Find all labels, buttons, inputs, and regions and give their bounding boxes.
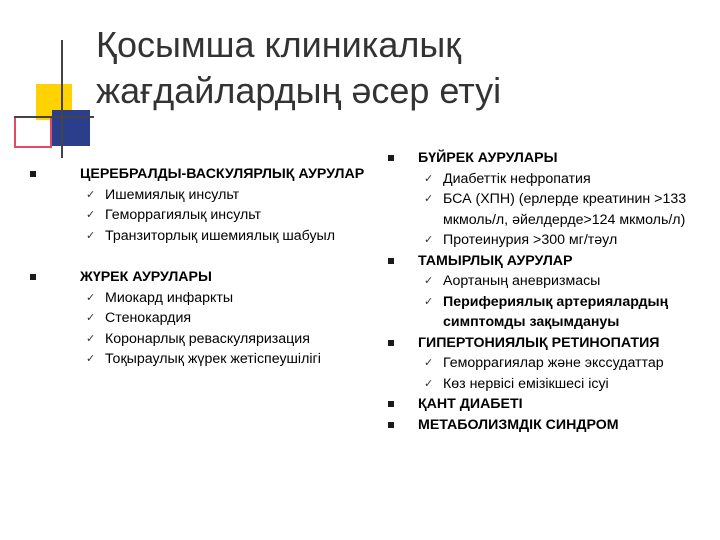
item-heading: ТАМЫРЛЫҚ АУРУЛАР: [418, 252, 573, 269]
sub-item: ✓ Коронарлық реваскуляризация: [80, 329, 390, 350]
item-heading: МЕТАБОЛИЗМДІК СИНДРОМ: [418, 416, 619, 433]
list-item-metabolic: [388, 415, 718, 436]
slide-title: [96, 22, 696, 114]
item-heading: БҮЙРЕК АУРУЛАРЫ: [418, 150, 558, 166]
decor-horizontal-line: [14, 116, 94, 118]
list-item-diabetes: [388, 394, 718, 415]
item-heading: ҚАНТ ДИАБЕТІ: [418, 396, 523, 412]
sub-item: ✓ Тоқыраулық жүрек жетіспеушілігі: [80, 349, 390, 370]
checkmark-icon: ✓: [424, 295, 434, 308]
sub-item: ✓ Стенокардия: [80, 308, 390, 329]
list-item-retinopathy: [388, 333, 718, 395]
square-bullet-icon: [30, 171, 36, 177]
checkmark-icon: ✓: [86, 188, 96, 201]
list-item-vascular: [388, 251, 718, 333]
sub-item: ✓ Геморрагиялар және экссудаттар: [418, 353, 718, 374]
square-bullet-icon: [30, 274, 36, 280]
checkmark-icon: ✓: [86, 353, 96, 365]
sub-item: ✓ Аортаның аневризмасы: [418, 271, 718, 292]
decor-pink-square: [14, 116, 52, 148]
sub-item: ✓ БСА (ХПН) (ерлерде креатинин >133 мкмоль/л, әйелдерде>124 мкмоль/л): [424, 191, 687, 228]
square-bullet-icon: [388, 155, 394, 161]
checkmark-icon: ✓: [424, 275, 434, 287]
checkmark-icon: ✓: [424, 193, 434, 205]
list-item-cerebrovascular: [30, 164, 390, 246]
sub-item: ✓ Көз нервісі емізікшесі ісуі: [418, 374, 718, 395]
title-line-2: жағдайлардың әсер етуі: [96, 70, 502, 111]
checkmark-icon: ✓: [86, 229, 96, 242]
checkmark-icon: ✓: [86, 291, 96, 304]
item-heading: ЖҮРЕК АУРУЛАРЫ: [80, 269, 212, 285]
sub-item: ✓ Геморрагиялық инсульт: [80, 205, 390, 226]
checkmark-icon: ✓: [86, 332, 96, 345]
square-bullet-icon: [388, 340, 394, 346]
left-column: [30, 164, 390, 370]
title-decoration: [0, 0, 90, 160]
sub-item: ✓ Диабеттік нефропатия: [418, 169, 718, 190]
checkmark-icon: ✓: [424, 377, 434, 390]
checkmark-icon: ✓: [424, 172, 434, 185]
square-bullet-icon: [388, 401, 394, 407]
sub-item: ✓ Транзиторлық ишемиялық шабуыл: [80, 226, 390, 247]
sub-item: ✓ Перифериялық артериялардың симптомды зақымдануы: [424, 293, 669, 330]
checkmark-icon: ✓: [424, 234, 434, 246]
square-bullet-icon: [388, 422, 394, 428]
sub-item: ✓ Протеинурия >300 мг/тәул: [418, 230, 718, 251]
sub-item: ✓ Миокард инфаркты: [80, 288, 390, 309]
sub-item: ✓ Ишемиялық инсульт: [80, 185, 390, 206]
decor-vertical-line: [61, 40, 63, 158]
list-item-kidney: [388, 148, 718, 251]
checkmark-icon: ✓: [424, 357, 434, 369]
checkmark-icon: ✓: [86, 209, 96, 221]
right-column: [388, 148, 718, 435]
square-bullet-icon: [388, 258, 394, 264]
item-heading: ЦЕРЕБРАЛДЫ-ВАСКУЛЯРЛЫҚ АУРУЛАР: [80, 166, 365, 182]
title-line-1: Қосымша клиникалық: [96, 24, 461, 65]
checkmark-icon: ✓: [86, 312, 96, 324]
item-heading: ГИПЕРТОНИЯЛЫҚ РЕТИНОПАТИЯ: [418, 334, 660, 351]
list-item-heart: [30, 267, 390, 370]
